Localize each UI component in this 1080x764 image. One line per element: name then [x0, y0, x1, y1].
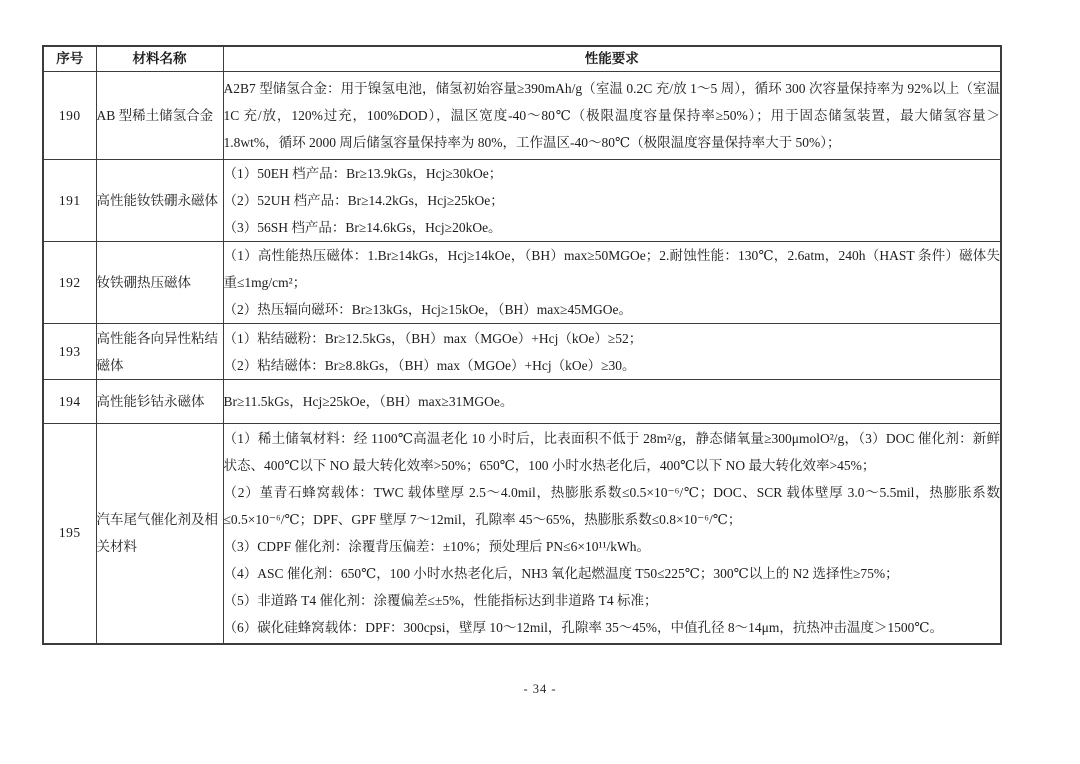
header-no: 序号	[43, 46, 96, 72]
requirement-paragraph: （1）粘结磁粉：Br≥12.5kGs，（BH）max（MGOe）+Hcj（kOe）≥52；	[223, 330, 643, 346]
requirement-paragraph: （3）56SH 档产品：Br≥14.6kGs，Hcj≥20kOe。	[223, 220, 502, 235]
requirement-paragraph: A2B7 型储氢合金：用于镍氢电池，储氢初始容量≥390mAh/g（室温 0.2C 充/放 1～5 周），循环 300 次容量保持率为 92%以上（室温 1C 充/放，120%过充，100%DOD），温区宽度-40～80℃（极限温度容量保持率≥50%）；用于固态储氢装置，最大储氢容量＞1.8wt%，循环 2000 周后储氢容量保持率为 80%，工作温区-40～80℃（极限温度容量保持率大于 50%）；	[223, 81, 1000, 150]
requirement-paragraph: （6）碳化硅蜂窝载体：DPF：300cpsi，壁厚 10～12mil，孔隙率 35～45%，中值孔径 8～14μm，抗热冲击温度＞1500℃。	[223, 620, 943, 636]
requirement-paragraph: （1）稀土储氧材料：经 1100℃高温老化 10 小时后，比表面积不低于 28m²/g，静态储氧量≥300μmolO²/g，（3）DOC 催化剂：新鲜状态、400℃以下 NO 最大转化效率>50%；650℃，100 小时水热老化后，400℃以下 NO 最大转化效率>45%；	[223, 431, 1000, 474]
header-material-name: 材料名称	[96, 46, 223, 72]
table-header-row	[43, 46, 1001, 72]
page-number: - 34 -	[523, 682, 557, 696]
table-row	[43, 380, 1001, 424]
material-name: 汽车尾气催化剂及相关材料	[96, 424, 223, 644]
requirement-paragraph: （2）粘结磁体：Br≥8.8kGs，（BH）max（MGOe）+Hcj（kOe）≥30。	[223, 357, 636, 373]
requirement-paragraph: （5）非道路 T4 催化剂：涂覆偏差≤±5%，性能指标达到非道路 T4 标准；	[223, 593, 658, 609]
table-row	[43, 324, 1001, 380]
requirements-cell	[223, 72, 1001, 160]
row-no: 190	[43, 72, 96, 160]
material-name: 高性能各向异性粘结磁体	[96, 324, 223, 380]
header-requirements: 性能要求	[223, 46, 1001, 72]
requirement-paragraph: Br≥11.5kGs，Hcj≥25kOe，（BH）max≥31MGOe。	[223, 394, 514, 409]
requirements-cell	[223, 160, 1001, 242]
row-no: 193	[43, 324, 96, 380]
requirement-paragraph: （4）ASC 催化剂：650℃，100 小时水热老化后，NH3 氧化起燃温度 T50≤225℃；300℃以上的 N2 选择性≥75%；	[223, 566, 899, 582]
table-row	[43, 160, 1001, 242]
row-no: 192	[43, 242, 96, 324]
requirement-paragraph: （1）高性能热压磁体：1.Br≥14kGs，Hcj≥14kOe，（BH）max≥50MGOe；2.耐蚀性能：130℃，2.6atm，240h（HAST 条件）磁体失重≤1mg/cm²；	[223, 248, 1000, 290]
requirement-paragraph: （2）52UH 档产品：Br≥14.2kGs，Hcj≥25kOe；	[223, 193, 504, 208]
table-row	[43, 242, 1001, 324]
requirement-paragraph: （1）50EH 档产品：Br≥13.9kGs，Hcj≥30kOe；	[223, 166, 503, 181]
requirements-cell	[223, 380, 1001, 424]
table-row	[43, 424, 1001, 644]
requirement-paragraph: （2）堇青石蜂窝载体：TWC 载体壁厚 2.5～4.0mil，热膨胀系数≤0.5×10⁻⁶/℃；DOC、SCR 载体壁厚 3.0～5.5mil，热膨胀系数≤0.5×10⁻⁶/℃；DPF、GPF 壁厚 7～12mil，孔隙率 45～65%，热膨胀系数≤0.8×10⁻⁶/℃；	[223, 485, 1000, 528]
row-no: 195	[43, 424, 96, 644]
requirement-paragraph: （2）热压辐向磁环：Br≥13kGs，Hcj≥15kOe，（BH）max≥45MGOe。	[223, 302, 632, 317]
requirements-cell	[223, 242, 1001, 324]
requirements-cell	[223, 324, 1001, 380]
table-row	[43, 72, 1001, 160]
requirement-paragraph: （3）CDPF 催化剂：涂覆背压偏差：±10%；预处理后 PN≤6×10¹¹/kWh。	[223, 539, 651, 555]
row-no: 194	[43, 380, 96, 424]
materials-table	[42, 45, 1002, 645]
row-no: 191	[43, 160, 96, 242]
requirements-cell	[223, 424, 1001, 644]
material-name: AB 型稀土储氢合金	[96, 72, 223, 160]
material-name: 高性能钕铁硼永磁体	[96, 160, 223, 242]
material-name: 高性能钐钴永磁体	[96, 380, 223, 424]
material-name: 钕铁硼热压磁体	[96, 242, 223, 324]
